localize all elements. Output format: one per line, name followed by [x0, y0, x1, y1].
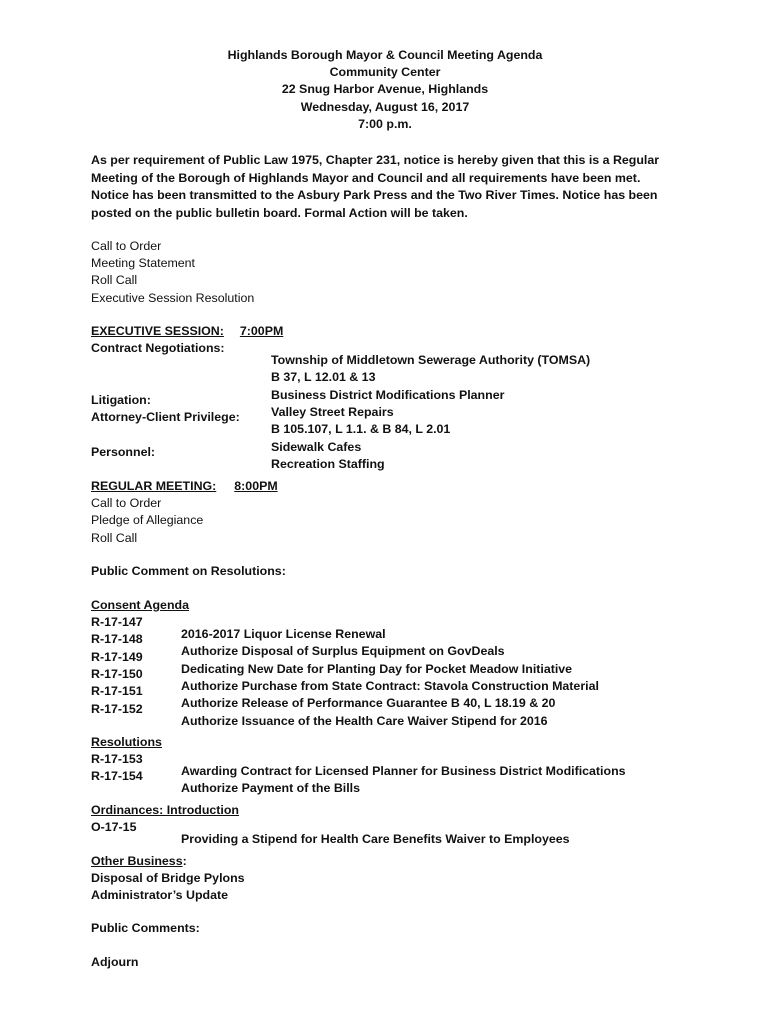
regular-item: Pledge of Allegiance: [91, 513, 204, 527]
exec-value: Business District Modifications Planner: [271, 388, 505, 403]
opening-item: Call to Order: [91, 239, 162, 253]
resolution-id: R-17-151: [91, 684, 143, 698]
regular-meeting-heading: REGULAR MEETING: 8:00PM: [91, 479, 278, 493]
resolution-desc: Awarding Contract for Licensed Planner for Business District Modifications: [181, 764, 626, 779]
resolution-id: R-17-150: [91, 667, 143, 681]
executive-session-heading: EXECUTIVE SESSION: 7:00PM: [91, 324, 284, 338]
meeting-date: Wednesday, August 16, 2017: [300, 100, 470, 114]
public-comment-resolutions: Public Comment on Resolutions:: [91, 564, 286, 578]
exec-value: Sidewalk Cafes: [271, 440, 362, 455]
executive-session-time: 7:00PM: [239, 324, 284, 338]
resolution-id: R-17-153: [91, 752, 143, 766]
consent-agenda-heading: Consent Agenda: [91, 598, 189, 612]
exec-label: Attorney-Client Privilege:: [91, 410, 240, 424]
resolution-id: R-17-154: [91, 769, 143, 783]
opening-item: Roll Call: [91, 273, 138, 287]
opening-item: Meeting Statement: [91, 256, 196, 270]
exec-label: Personnel:: [91, 445, 156, 459]
resolution-id: R-17-149: [91, 650, 143, 664]
exec-value: B 105.107, L 1.1. & B 84, L 2.01: [271, 422, 451, 437]
other-business-item: Administrator’s Update: [91, 888, 229, 902]
venue: Community Center: [329, 65, 441, 79]
exec-value: Valley Street Repairs: [271, 405, 394, 420]
address: 22 Snug Harbor Avenue, Highlands: [281, 82, 489, 96]
resolution-desc: Authorize Disposal of Surplus Equipment on GovDeals: [181, 644, 505, 659]
notice-paragraph: As per requirement of Public Law 1975, Chapter 231, notice is hereby given that this is a Regular Meeting of the Borough of Highlands Mayor and Council and all requirements have been met. Notice has been transmitted to the Asbury Park Press and the Two River Times. Notice has been posted on the public bulletin board. Formal Action will be taken.: [91, 153, 660, 220]
regular-meeting-time: 8:00PM: [234, 479, 278, 493]
resolution-desc: Authorize Release of Performance Guarantee B 40, L 18.19 & 20: [181, 696, 556, 711]
public-comments: Public Comments:: [91, 921, 200, 935]
other-business-heading: Other Business:: [91, 854, 187, 868]
resolution-id: R-17-152: [91, 702, 143, 716]
ordinance-id: O-17-15: [91, 820, 137, 834]
exec-value: Recreation Staffing: [271, 457, 385, 472]
other-business-item: Disposal of Bridge Pylons: [91, 871, 245, 885]
meeting-time: 7:00 p.m.: [358, 117, 412, 131]
resolution-desc: Authorize Purchase from State Contract: Stavola Construction Material: [181, 679, 599, 694]
exec-label: Contract Negotiations:: [91, 341, 225, 355]
resolution-desc: Dedicating New Date for Planting Day for Pocket Meadow Initiative: [181, 662, 573, 677]
resolution-id: R-17-147: [91, 615, 143, 629]
resolution-desc: Authorize Payment of the Bills: [181, 781, 360, 796]
opening-item: Executive Session Resolution: [91, 291, 255, 305]
regular-item: Call to Order: [91, 496, 162, 510]
exec-value: B 37, L 12.01 & 13: [271, 370, 376, 385]
resolution-id: R-17-148: [91, 632, 143, 646]
resolutions-heading: Resolutions: [91, 735, 162, 749]
exec-label: Litigation:: [91, 393, 151, 407]
ordinances-heading: Ordinances: Introduction: [91, 803, 240, 817]
regular-item: Roll Call: [91, 531, 138, 545]
adjourn: Adjourn: [91, 955, 139, 969]
exec-value: Township of Middletown Sewerage Authority (TOMSA): [271, 353, 591, 368]
agenda-title: Highlands Borough Mayor & Council Meeting Agenda: [227, 48, 543, 62]
ordinance-desc: Providing a Stipend for Health Care Benefits Waiver to Employees: [181, 832, 570, 847]
resolution-desc: 2016-2017 Liquor License Renewal: [181, 627, 386, 642]
resolution-desc: Authorize Issuance of the Health Care Waiver Stipend for 2016: [181, 714, 548, 729]
